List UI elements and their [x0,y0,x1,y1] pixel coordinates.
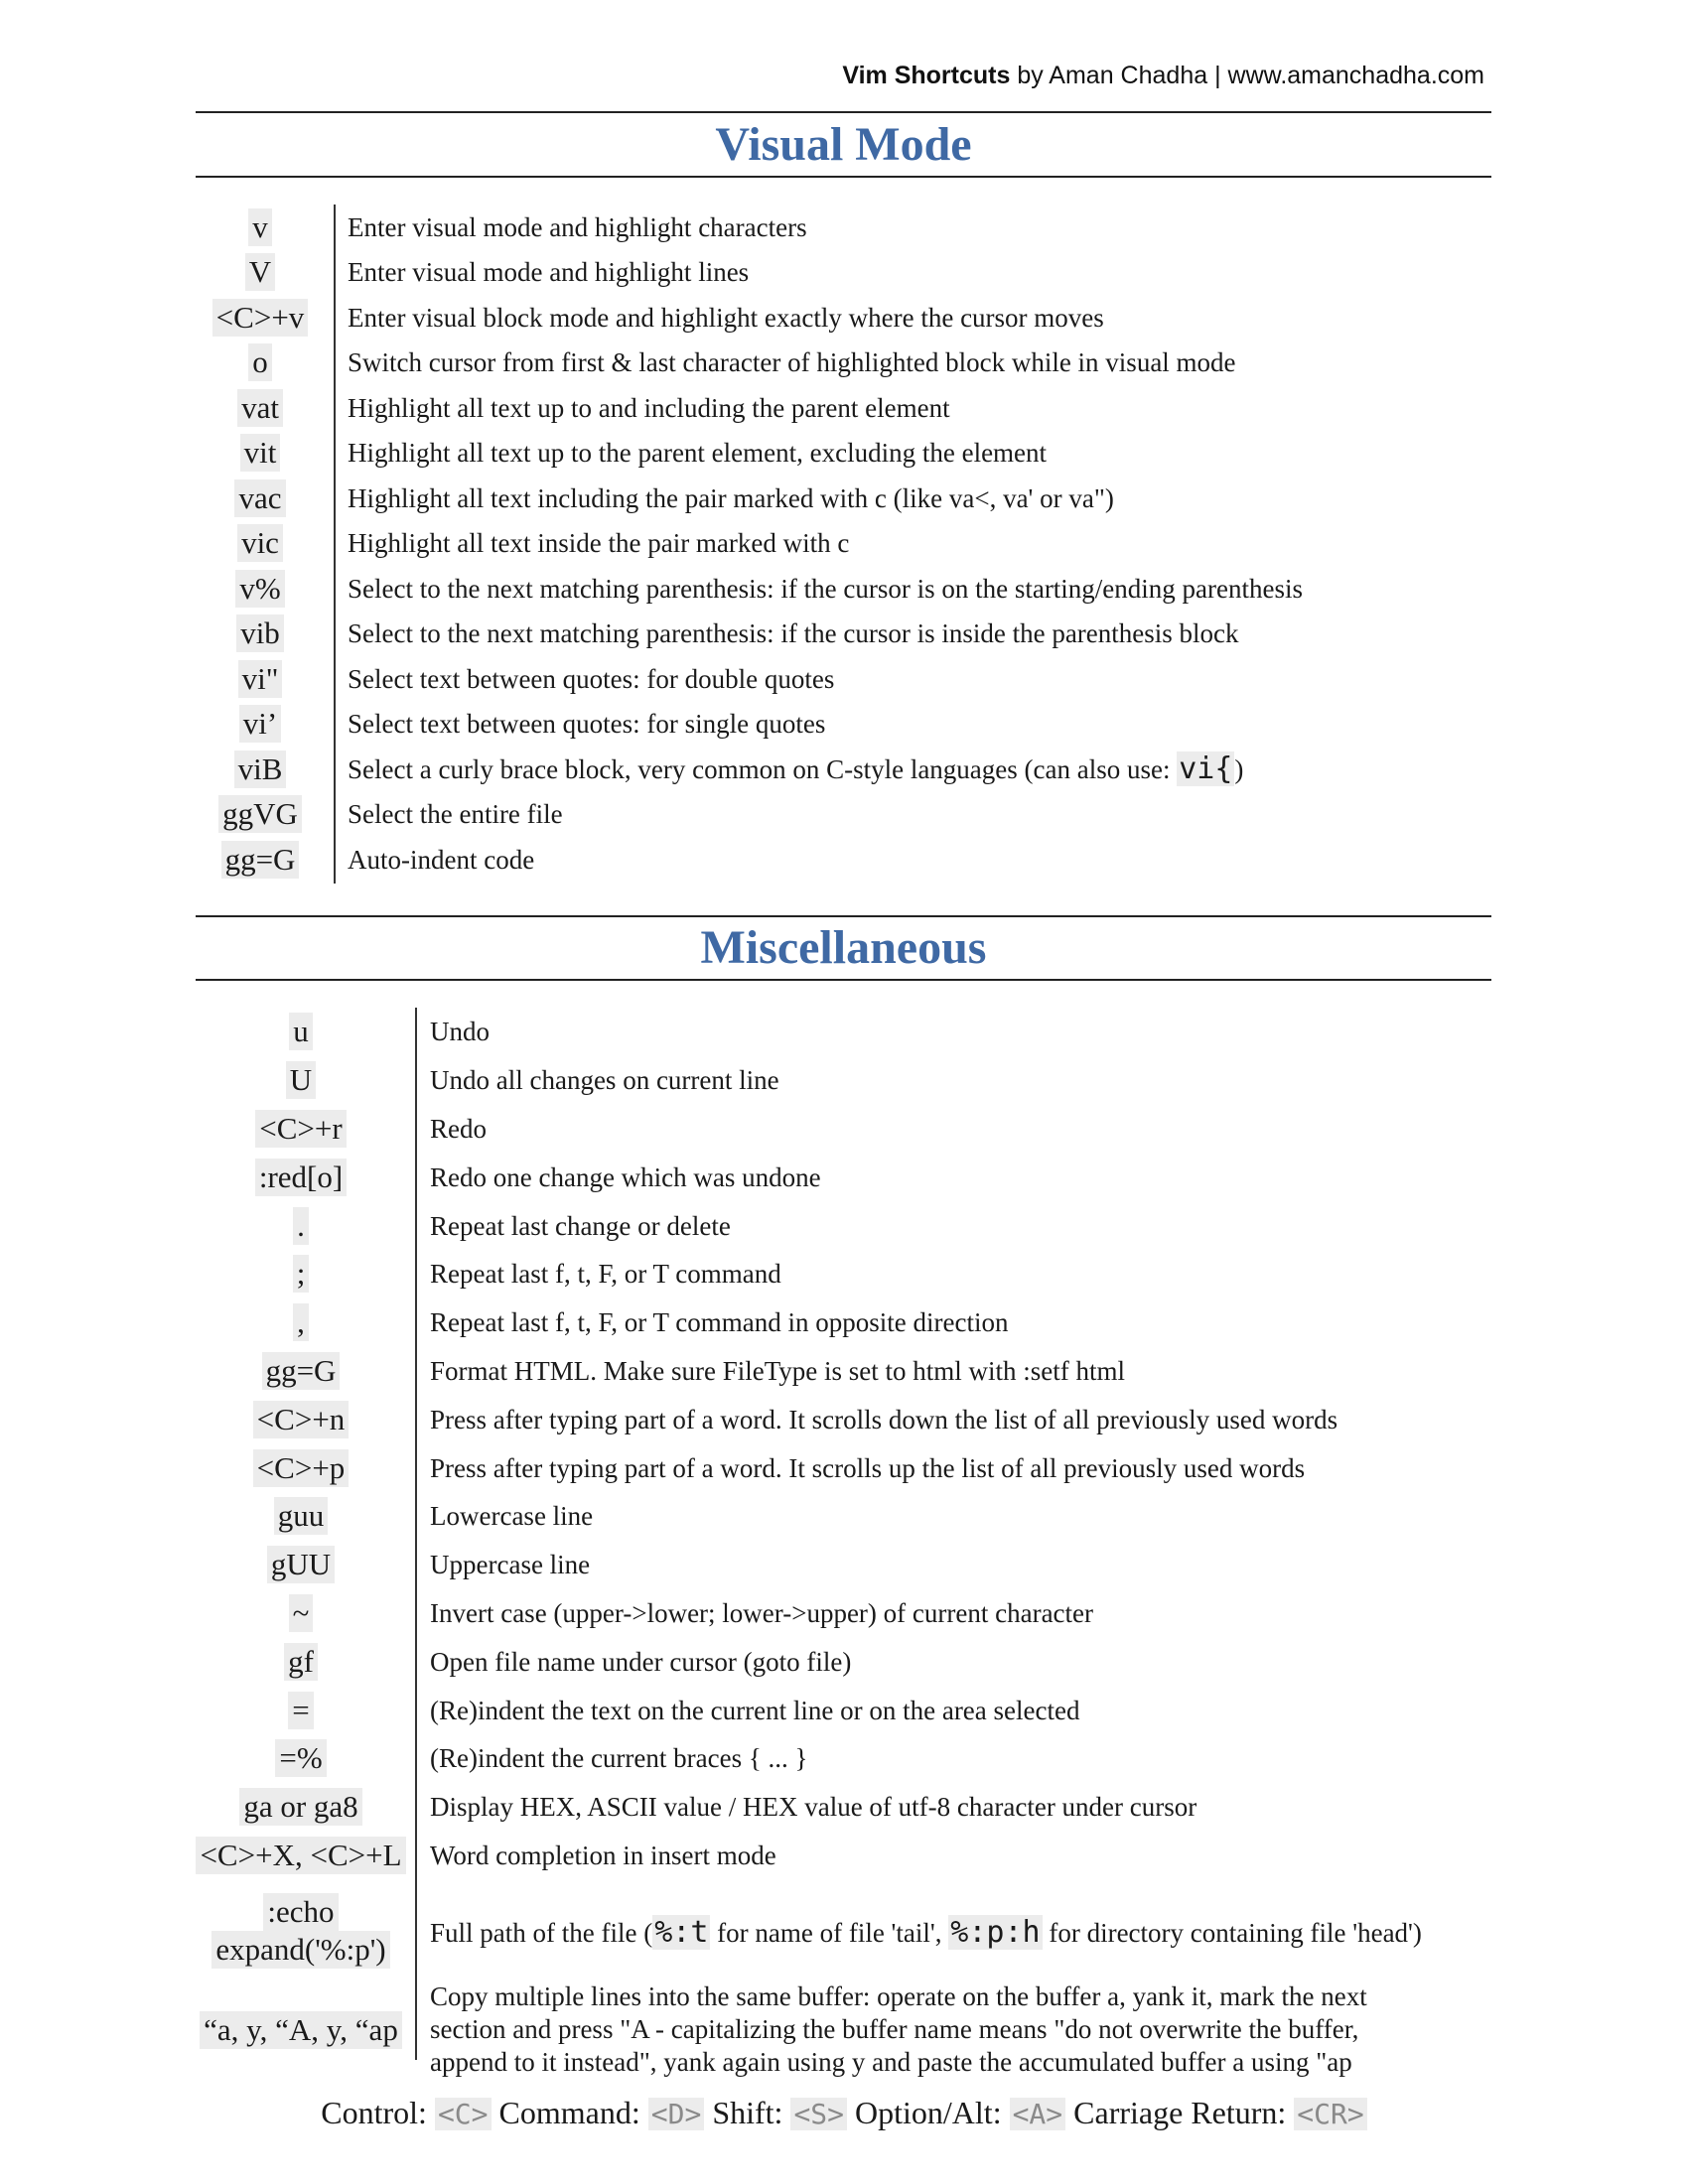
table-row [0,656,1688,702]
table-row [0,1492,1688,1541]
shortcut-key: viB [196,747,325,792]
shortcut-key: u [196,1008,406,1056]
divider [196,915,1491,917]
shortcut-description: Uppercase line [430,1550,591,1580]
shortcut-description: Select text between quotes: for double quotes [348,663,835,694]
shortcut-key: =% [196,1734,406,1783]
shortcut-description: Switch cursor from first & last character of highlighted block while in visual mode [348,347,1236,378]
shortcut-key: U [196,1056,406,1105]
shortcut-description: Display HEX, ASCII value / HEX value of utf-8 character under cursor [430,1792,1197,1823]
legend-code: <S> [790,2098,847,2130]
table-row [0,1783,1688,1832]
divider [196,176,1491,178]
shortcut-description: Select text between quotes: for single quotes [348,709,826,740]
shortcut-key: gg=G [196,837,325,883]
table-row [0,1250,1688,1298]
shortcut-key: v [196,205,325,250]
shortcut-description: Invert case (upper->lower; lower->upper) of current character [430,1597,1094,1628]
shortcut-key: vib [196,612,325,657]
shortcut-key: <C>+n [196,1395,406,1443]
shortcut-description: Press after typing part of a word. It scrolls up the list of all previously used words [430,1452,1306,1483]
shortcut-description: Repeat last f, t, F, or T command in opposite direction [430,1307,1009,1338]
shortcut-description: Word completion in insert mode [430,1840,776,1870]
shortcut-key: vic [196,521,325,567]
shortcut-key: ; [196,1250,406,1298]
table-row [0,205,1688,250]
shortcut-description: Open file name under cursor (goto file) [430,1646,852,1677]
doc-title: Vim Shortcuts [842,62,1011,89]
table-row [0,1734,1688,1783]
table-row [0,521,1688,567]
table-row [0,431,1688,477]
table-row [0,566,1688,612]
shortcut-description: Enter visual mode and highlight lines [348,257,750,288]
shortcut-description: Redo one change which was undone [430,1161,821,1192]
table-row [0,1589,1688,1638]
doc-website[interactable]: www.amanchadha.com [1227,62,1484,89]
shortcut-key: vi" [196,656,325,702]
table-row [0,1886,1688,1976]
table-row [0,1980,1688,2080]
shortcut-description: Highlight all text up to and including the parent element [348,392,950,423]
table-row [0,1298,1688,1347]
legend-code: <D> [648,2098,705,2130]
table-row [0,747,1688,792]
table-row [0,385,1688,431]
divider [196,111,1491,113]
shortcut-key: ggVG [196,792,325,838]
table-row [0,1443,1688,1492]
shortcut-key: guu [196,1492,406,1541]
table-row [0,476,1688,521]
table-row [0,1056,1688,1105]
shortcut-description: Auto-indent code [348,844,535,875]
shortcut-key: v% [196,566,325,612]
shortcut-key: , [196,1298,406,1347]
shortcut-description: Enter visual block mode and highlight exactly where the cursor moves [348,302,1104,333]
table-row [0,792,1688,838]
shortcut-key: vac [196,476,325,521]
misc-title: Miscellaneous [700,921,987,974]
shortcut-key: <C>+r [196,1105,406,1154]
shortcut-key: :red[o] [196,1153,406,1201]
shortcut-key: vat [196,385,325,431]
shortcut-key: “a, y, “A, y, “ap [196,1980,406,2080]
shortcut-description: Enter visual mode and highlight characters [348,211,807,242]
shortcut-description: Highlight all text including the pair marked with c (like va<, va' or va") [348,482,1114,513]
shortcut-description: Redo [430,1113,487,1144]
shortcut-key: <C>+p [196,1443,406,1492]
table-row [0,341,1688,386]
legend-code: <CR> [1294,2098,1366,2130]
shortcut-key: <C>+v [196,295,325,341]
table-row [0,702,1688,748]
shortcut-key: o [196,341,325,386]
shortcut-description: Format HTML. Make sure FileType is set to html with :setf html [430,1355,1126,1386]
shortcut-key: :echo expand('%:p') [196,1886,406,1976]
table-row [0,1201,1688,1250]
table-row [0,1347,1688,1396]
legend-code: <C> [435,2098,492,2130]
visual-mode-title: Visual Mode [715,118,972,171]
shortcut-description: Repeat last f, t, F, or T command [430,1259,781,1290]
table-row [0,250,1688,296]
shortcut-key: gf [196,1637,406,1686]
page-header [842,62,1484,90]
shortcut-key: ga or ga8 [196,1783,406,1832]
table-row [0,1008,1688,1056]
key-legend: Control: <C> Command: <D> Shift: <S> Option/Alt: <A> Carriage Return: <CR> [0,2095,1688,2131]
table-row [0,612,1688,657]
doc-author: by Aman Chadha [1017,62,1208,89]
shortcut-description: (Re)indent the current braces { ... } [430,1743,808,1774]
header-separator: | [1214,62,1221,89]
shortcut-description: Select the entire file [348,799,563,830]
shortcut-description: Select to the next matching parenthesis: if the cursor is on the starting/ending parenthesis [348,573,1304,604]
table-row [0,1153,1688,1201]
shortcut-description: Repeat last change or delete [430,1210,731,1241]
shortcut-description: Undo [430,1017,490,1047]
table-row [0,837,1688,883]
shortcut-description: Select to the next matching parenthesis: if the cursor is inside the parenthesis block [348,618,1239,649]
table-row [0,1105,1688,1154]
shortcut-description: Highlight all text inside the pair marked with c [348,528,850,559]
shortcut-description: Copy multiple lines into the same buffer: operate on the buffer a, yank it, mark the next section and press "A - capitalizing the buffer name means "do not overwrite the buffer, append to it instead", yank again using y and paste the accumulated buffer a using "ap [430,1981,1367,2077]
shortcut-key: = [196,1686,406,1734]
shortcut-description: Highlight all text up to the parent element, excluding the element [348,438,1048,469]
shortcut-description: Lowercase line [430,1501,594,1532]
table-row [0,295,1688,341]
shortcut-description: (Re)indent the text on the current line or on the area selected [430,1695,1080,1725]
shortcut-key: gUU [196,1541,406,1589]
shortcut-description: Full path of the file (%:t for name of file 'tail', %:p:h for directory containing file 'head') [430,1915,1422,1950]
shortcut-key: vit [196,431,325,477]
shortcut-description: Press after typing part of a word. It scrolls down the list of all previously used words [430,1404,1338,1434]
shortcut-key: <C>+X, <C>+L [196,1832,406,1880]
table-row [0,1686,1688,1734]
shortcut-key: ~ [196,1589,406,1638]
shortcut-description: Undo all changes on current line [430,1065,779,1096]
shortcut-key: V [196,250,325,296]
shortcut-key: . [196,1201,406,1250]
table-row [0,1395,1688,1443]
shortcut-key: gg=G [196,1347,406,1396]
shortcut-key: vi’ [196,702,325,748]
table-row [0,1832,1688,1880]
legend-code: <A> [1010,2098,1066,2130]
shortcut-description: Select a curly brace block, very common on C-style languages (can also use: vi{) [348,751,1244,786]
divider [196,979,1491,981]
table-row [0,1637,1688,1686]
table-row [0,1541,1688,1589]
